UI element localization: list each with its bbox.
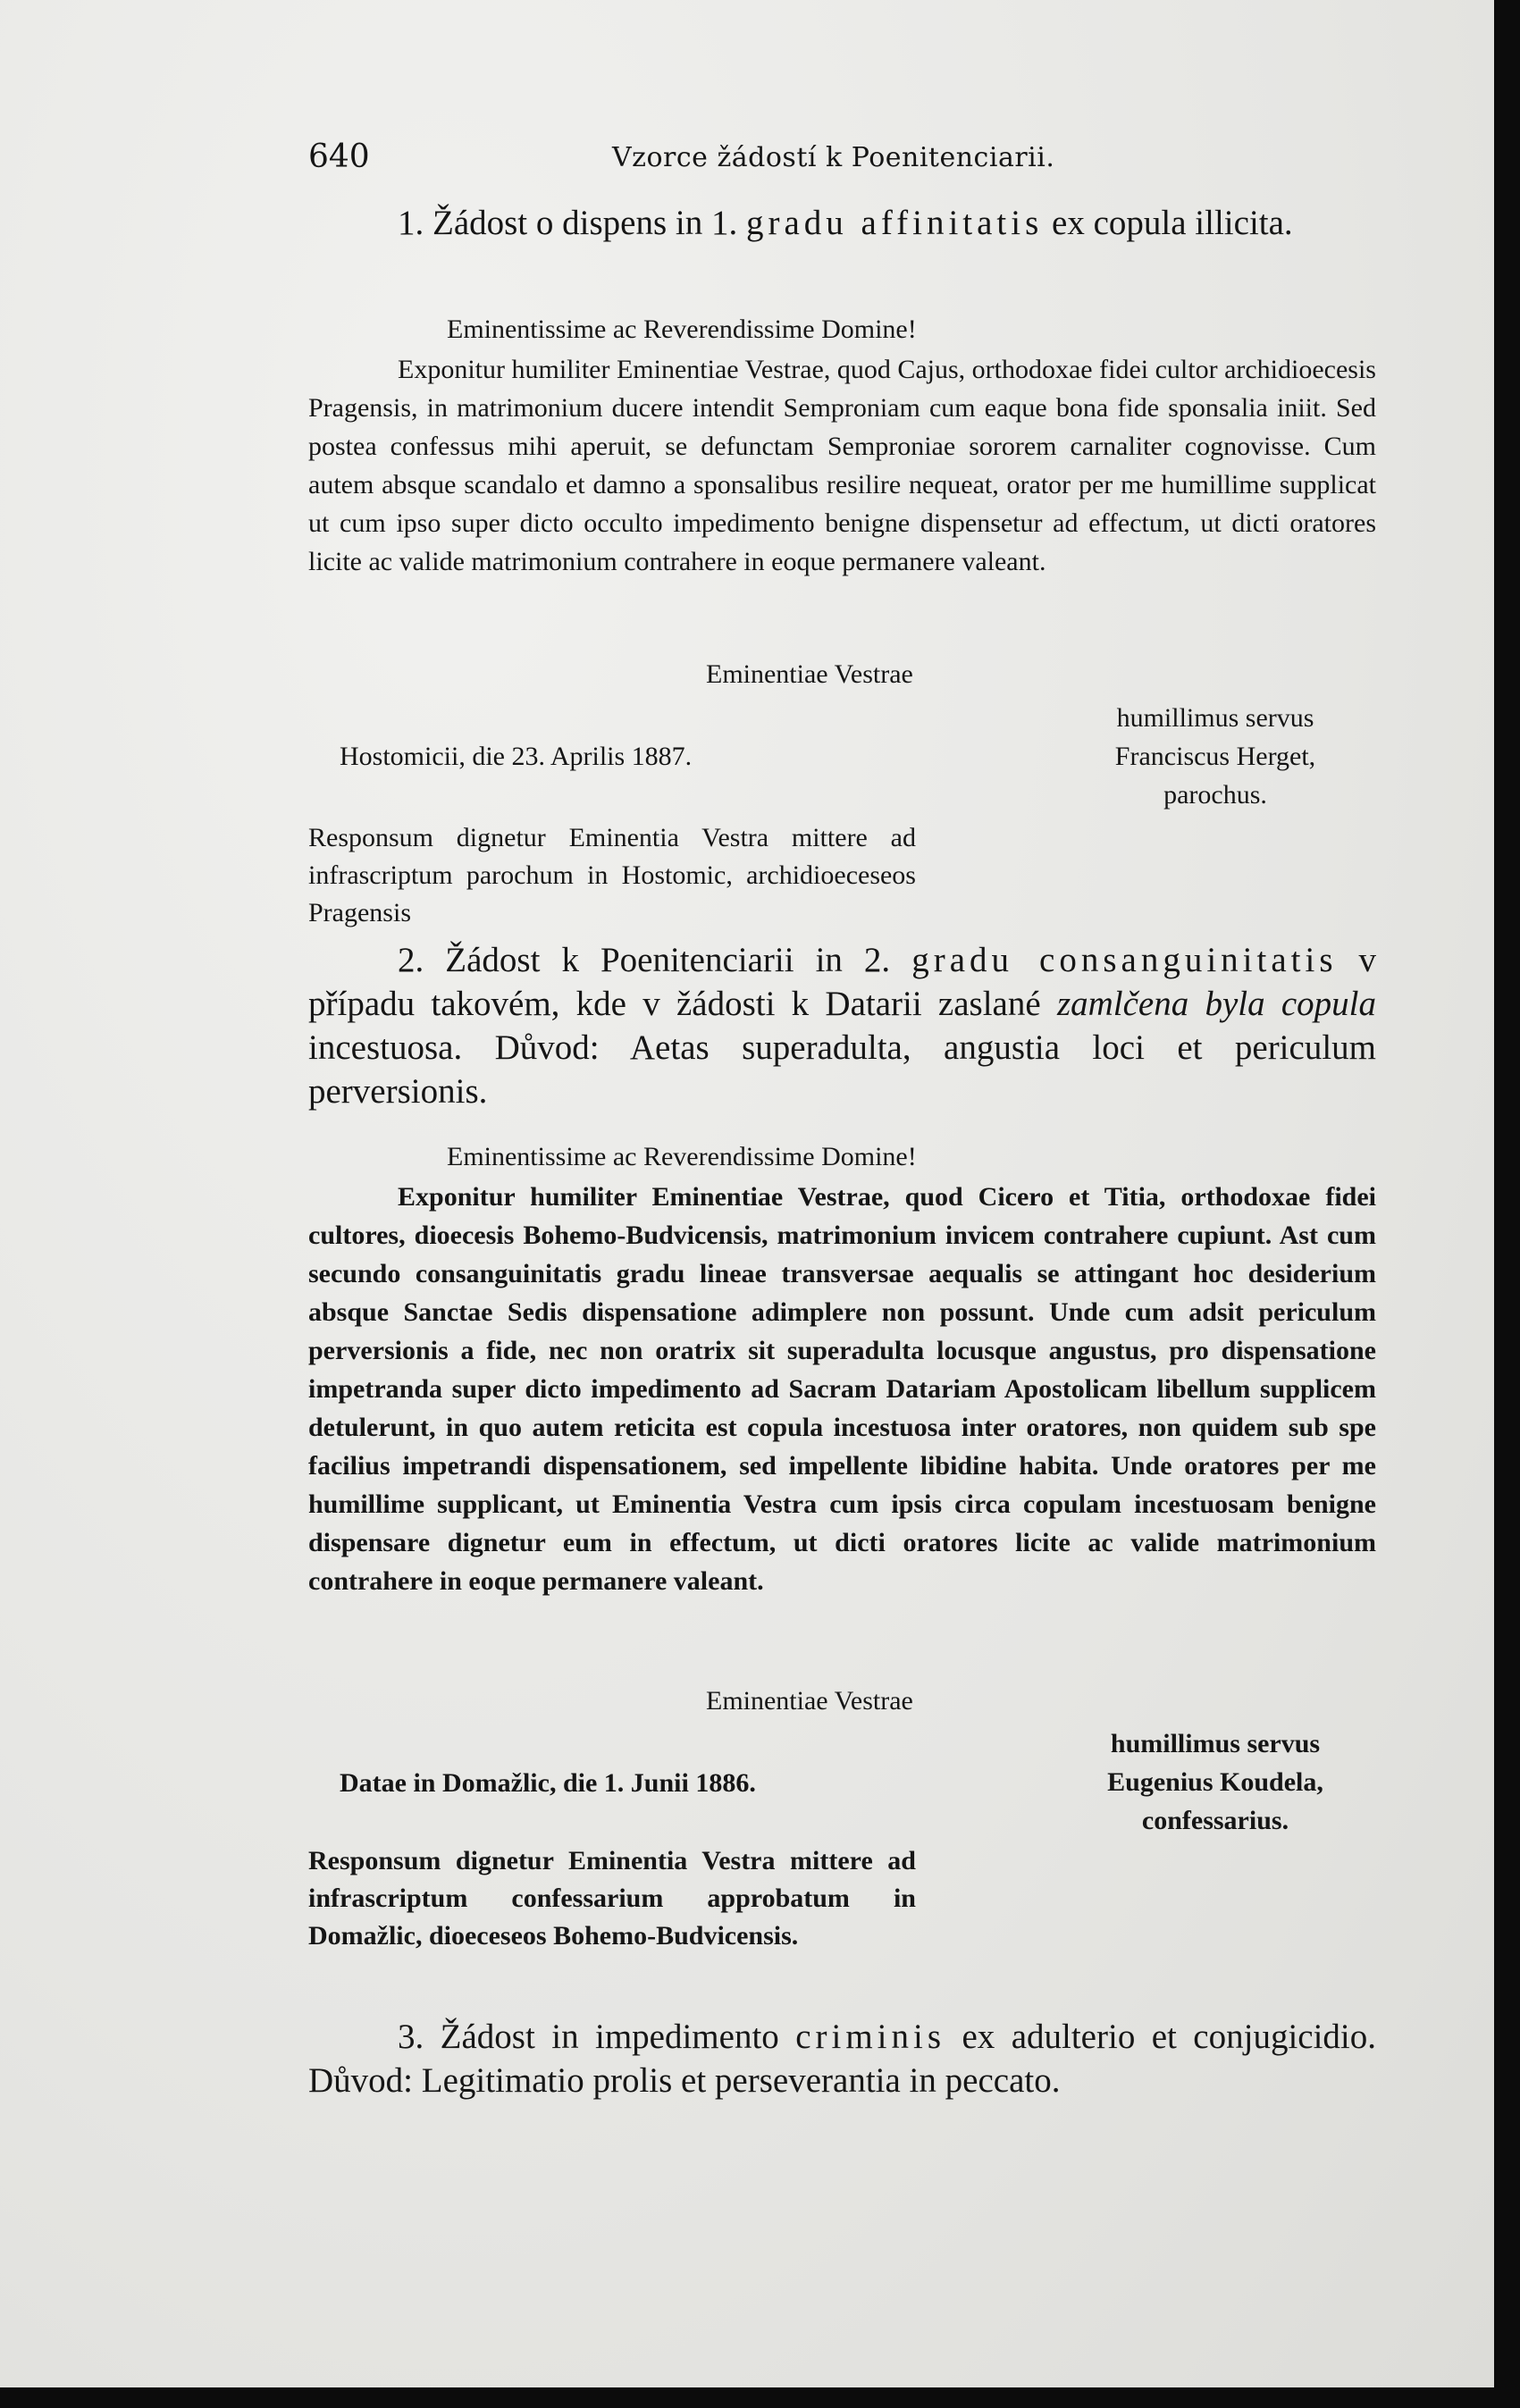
- heading-text: Žádost in impedimento: [440, 2018, 779, 2056]
- letter-body: Exponitur humiliter Eminentiae Vestrae, quod Cicero et Titia, orthodoxae fidei cultores, dioecesis Bohemo-Budvicensis, matrimonium invicem contrahere cupiunt. Ast cum secundo consanguinitatis gradu lineae transversae aequalis se attingant hoc desiderium absque Sanctae Sedis dispensatione adimplere non possunt. Unde cum adsit periculum perversionis a fide, nec non oratrix sit superadulta locusque angustus, pro dispensatione impetranda super dicto impedimento ad Sacram Datariam Apostolicam libellum supplicem detulerunt, in quo autem reticita est copula incestuosa inter oratores, non quidem sub spe facilius impetrandi dispensationem, sed impellente libidine habita. Unde oratores per me humillime supplicant, ut Eminentia Vestra cum ipsis circa copulam incestuosam benigne dispensare dignetur eum in effectum, ut dicti oratores licite ac valide matrimonium contrahere in eoque permanere valeant.: [308, 1182, 1376, 1596]
- section-number: 2.: [398, 941, 424, 979]
- closing: Eminentiae Vestrae: [706, 659, 913, 689]
- heading-text: Žádost k Poenitenciarii in 2.: [445, 941, 891, 979]
- page-header: [308, 138, 1077, 183]
- signature-line: humillimus servus: [1116, 703, 1314, 733]
- heading-text: Žádost o dispens in 1.: [432, 204, 738, 242]
- letter-body: Exponitur humiliter Eminentiae Vestrae, quod Cajus, orthodoxae fidei cultor archidioecesis Pragensis, in matrimonium ducere intendit Semproniam cum eaque bona fide sponsalia iniit. Sed postea confessus mihi aperuit, se defunctam Semproniae sororem carnaliter cognovisse. Cum autem absque scandalo et damno a sponsalibus resilire nequeat, orator per me humillime supplicat ut cum ipso super dicto occulto impedimento benigne dispensetur ad effectum, ut dicti oratores licite ac valide matrimonium contrahere in eoque permanere valeant.: [308, 355, 1376, 576]
- signature-line: humillimus servus: [1110, 1729, 1321, 1758]
- signature-title: confessarius.: [1141, 1806, 1289, 1835]
- signature-block: [1046, 699, 1385, 814]
- section-3-heading: [308, 2015, 1376, 2102]
- salutation: Eminentissime ac Reverendissime Domine!: [447, 1142, 917, 1171]
- section-number: 3.: [398, 2018, 424, 2056]
- response-note: Responsum dignetur Eminentia Vestra mittere ad infrascriptum confessarium approbatum in Domažlic, dioeceseos Bohemo-Budvicensis.: [308, 1846, 916, 1951]
- signature-block: [1046, 1724, 1385, 1840]
- heading-italic-text: zamlčena byla copula: [1056, 985, 1377, 1023]
- section-number: 1.: [398, 204, 424, 242]
- heading-text: incestuosa. Důvod: Aetas superadulta, angustia loci et periculum perversionis.: [308, 1028, 1376, 1111]
- heading-spaced-text: gradu consanguinitatis: [911, 941, 1338, 979]
- date-line: Datae in Domažlic, die 1. Junii 1886.: [340, 1768, 756, 1798]
- heading-text: v případu takovém, kde v žádosti k Datarii zaslané: [308, 941, 1377, 1023]
- date-line: Hostomicii, die 23. Aprilis 1887.: [340, 742, 693, 771]
- heading-text: ex adulterio et conjugicidio. Důvod: Legitimatio prolis et perseverantia in peccato.: [308, 2018, 1377, 2100]
- heading-spaced-text: gradu affinitatis: [745, 204, 1044, 242]
- signature-name: Eugenius Koudela,: [1107, 1767, 1323, 1797]
- section-1-heading: [308, 201, 1376, 245]
- running-title: Vzorce žádostí k Poenitenciarii.: [612, 142, 1055, 173]
- section-2-heading: [308, 938, 1376, 1113]
- closing: Eminentiae Vestrae: [706, 1686, 913, 1716]
- signature-title: parochus.: [1163, 780, 1267, 810]
- signature-name: Franciscus Herget,: [1114, 742, 1316, 771]
- heading-text: ex copula illicita.: [1052, 204, 1293, 242]
- heading-spaced-text: criminis: [795, 2018, 946, 2056]
- page-number: 640: [308, 138, 370, 175]
- salutation: Eminentissime ac Reverendissime Domine!: [447, 315, 917, 344]
- response-note: Responsum dignetur Eminentia Vestra mittere ad infrascriptum parochum in Hostomic, archidioeceseos Pragensis: [308, 823, 916, 927]
- scan-border: [1494, 0, 1520, 2408]
